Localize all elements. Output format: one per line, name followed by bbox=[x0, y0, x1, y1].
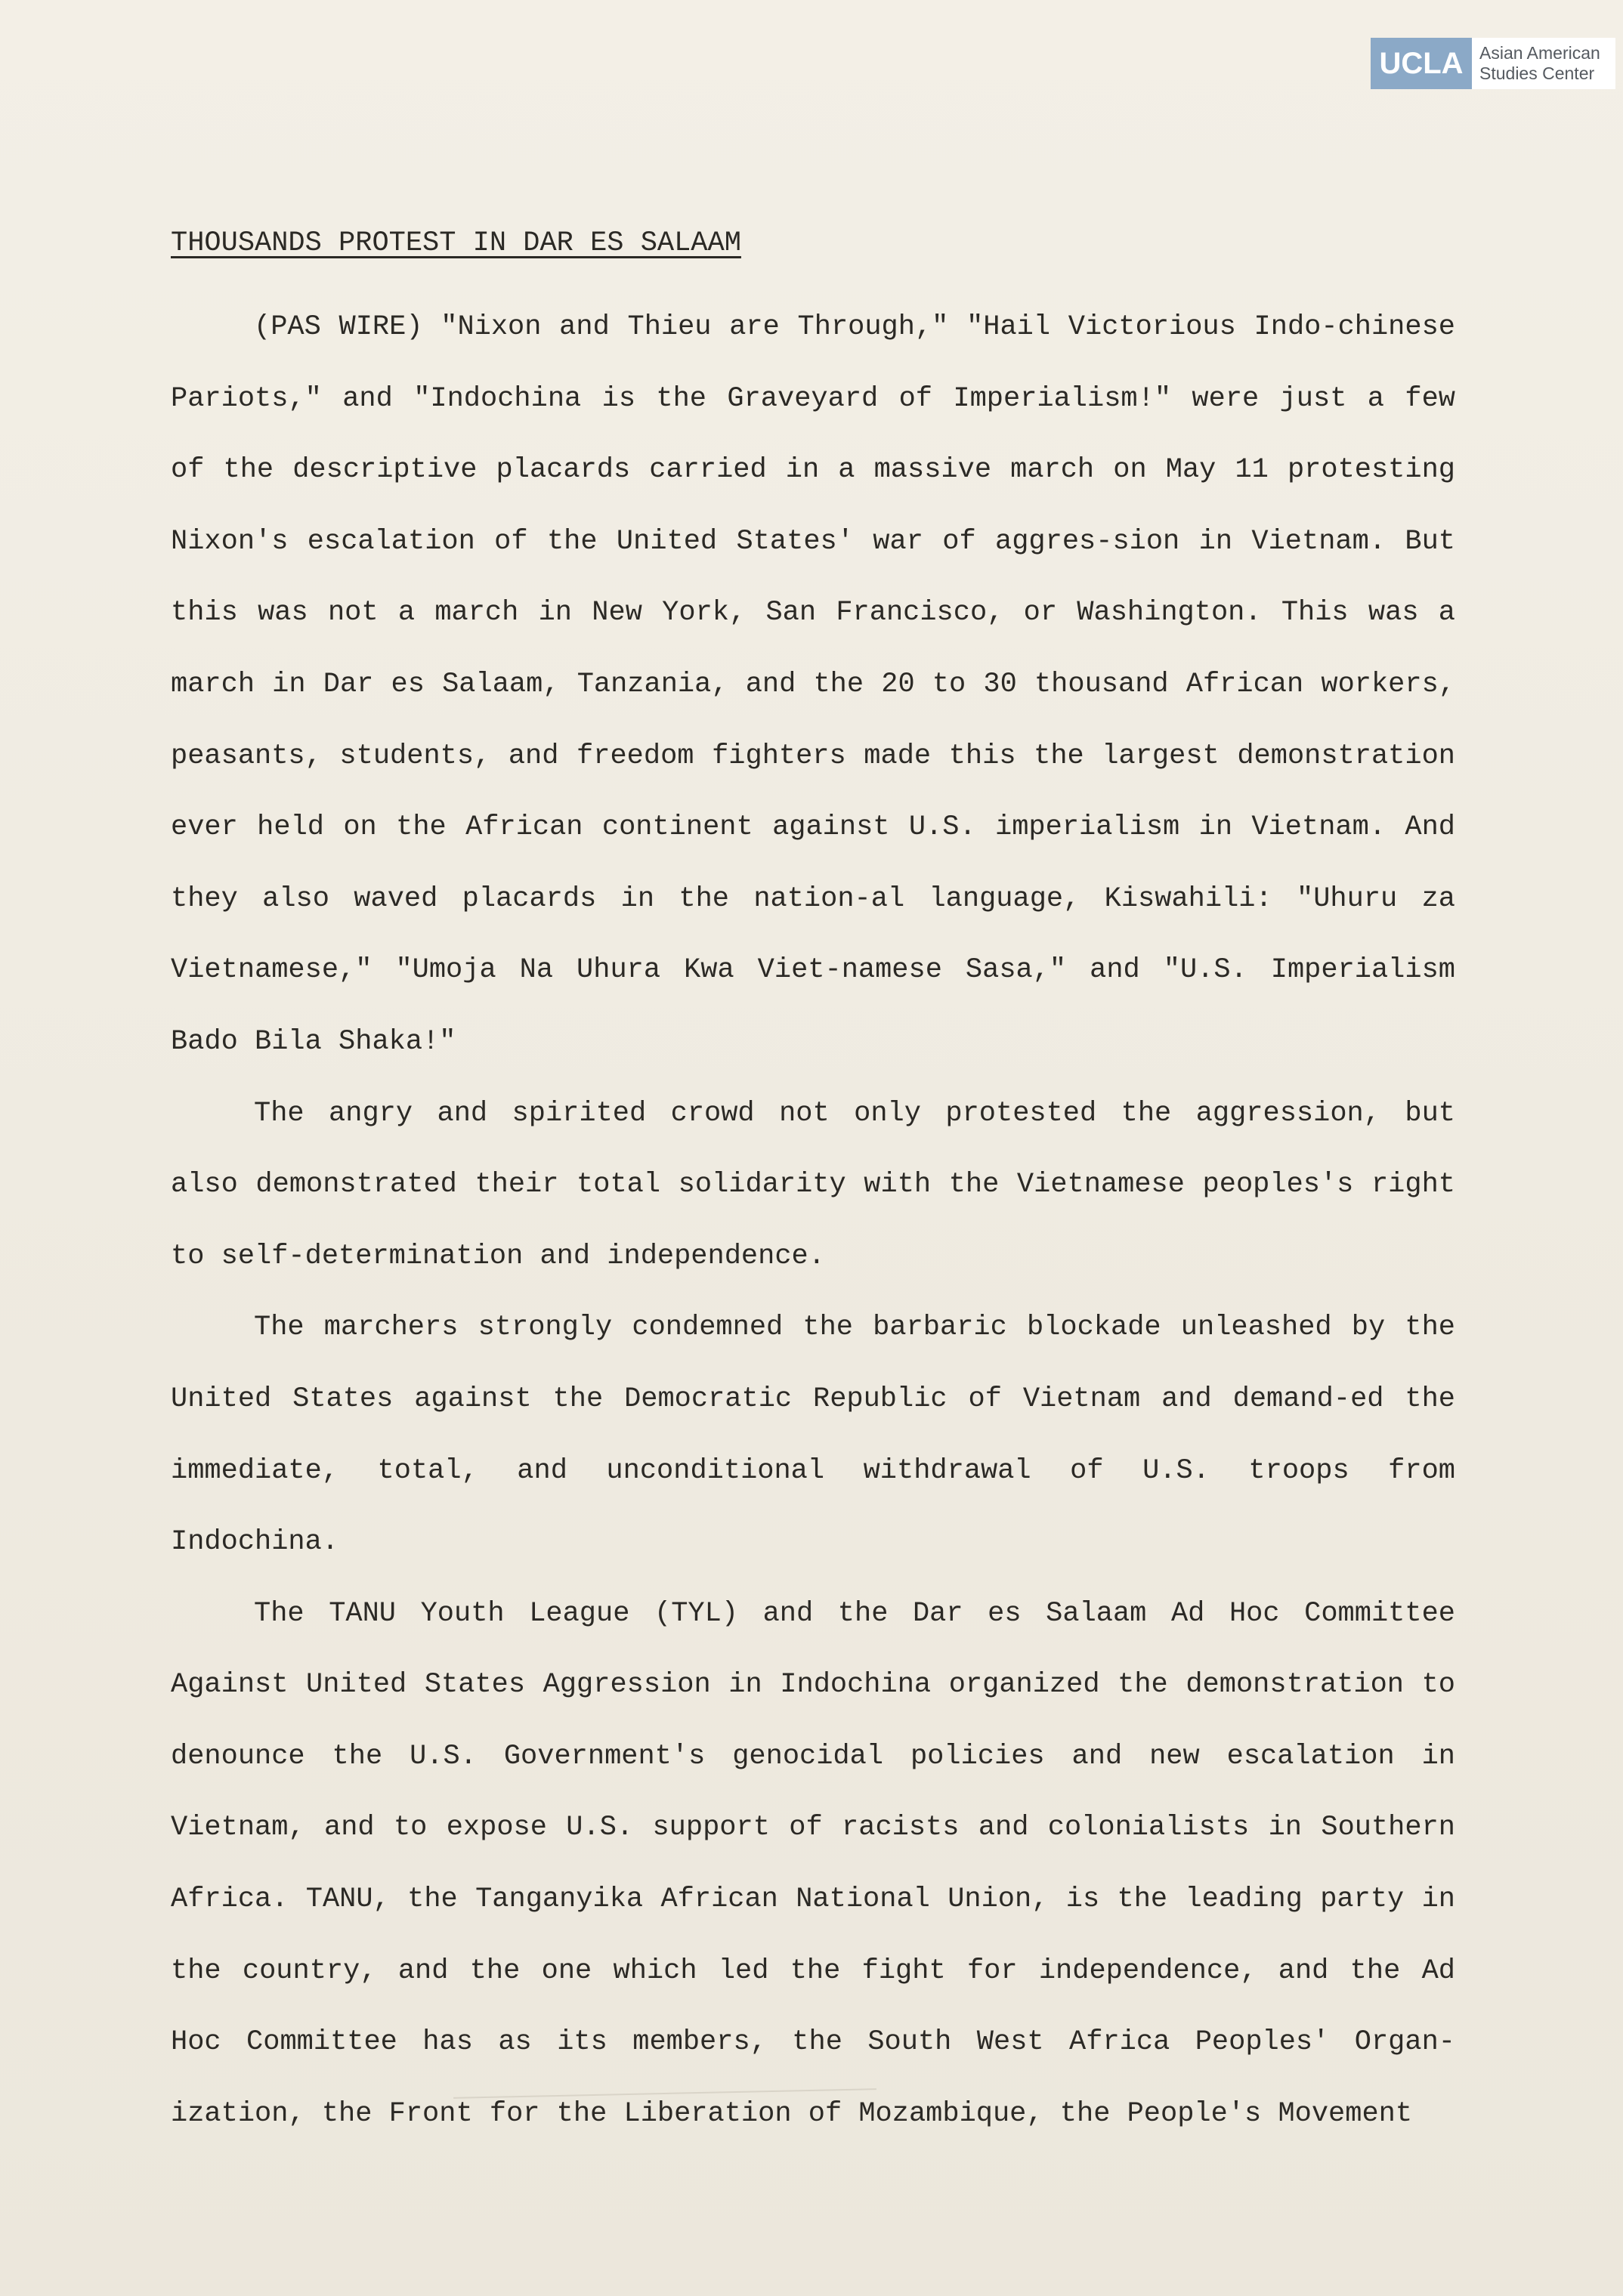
paragraph-4: The TANU Youth League (TYL) and the Dar es Salaam Ad Hoc Committee Against United States Aggression in Indochina organized the demonstration to denounce the U.S. Government's genocidal policies and new escalation in Vietnam, and to expose U.S. support of racists and colonialists in Southern Africa. TANU, the Tanganyika African National Union, is the leading party in the country, and the one which led the fight for independence, and the Ad Hoc Committee has as its members, the South West Africa Peoples' Organ-ization, the Front for the Liberation of Mozambique, the People's Movement bbox=[171, 1597, 1455, 2130]
paragraph-2: The angry and spirited crowd not only protested the aggression, but also demonstrated their total solidarity with the Vietnamese peoples's right to self-determination and independence. bbox=[171, 1097, 1455, 1272]
ucla-aasc-logo bbox=[1371, 38, 1615, 89]
ucla-logo-mark: UCLA bbox=[1371, 38, 1472, 89]
document-title: THOUSANDS PROTEST IN DAR ES SALAAM bbox=[171, 227, 741, 259]
logo-org-line-2: Studies Center bbox=[1479, 63, 1595, 83]
paragraph-1: (PAS WIRE) "Nixon and Thieu are Through," "Hail Victorious Indo-chinese Pariots," and "Indochina is the Graveyard of Imperialism!" were just a few of the descriptive placards carried in a massive march on May 11 protesting Nixon's escalation of the United States' war of aggres-sion in Vietnam. But this was not a march in New York, San Francisco, or Washington. This was a march in Dar es Salaam, Tanzania, and the 20 to 30 thousand African workers, peasants, students, and freedom fighters made this the largest demonstration ever held on the African continent against U.S. imperialism in Vietnam. And they also waved placards in the nation-al language, Kiswahili: "Uhuru za Vietnamese," "Umoja Na Uhura Kwa Viet-namese Sasa," and "U.S. Imperialism Bado Bila Shaka!" bbox=[171, 311, 1455, 1058]
logo-org-name bbox=[1472, 43, 1600, 84]
paragraph-3: The marchers strongly condemned the barbaric blockade unleashed by the United States against the Democratic Republic of Vietnam and demand-ed the immediate, total, and unconditional withdrawal of U.S. troops from Indochina. bbox=[171, 1312, 1455, 1559]
logo-org-line-1: Asian American bbox=[1479, 43, 1600, 63]
document-body bbox=[171, 221, 1455, 2149]
